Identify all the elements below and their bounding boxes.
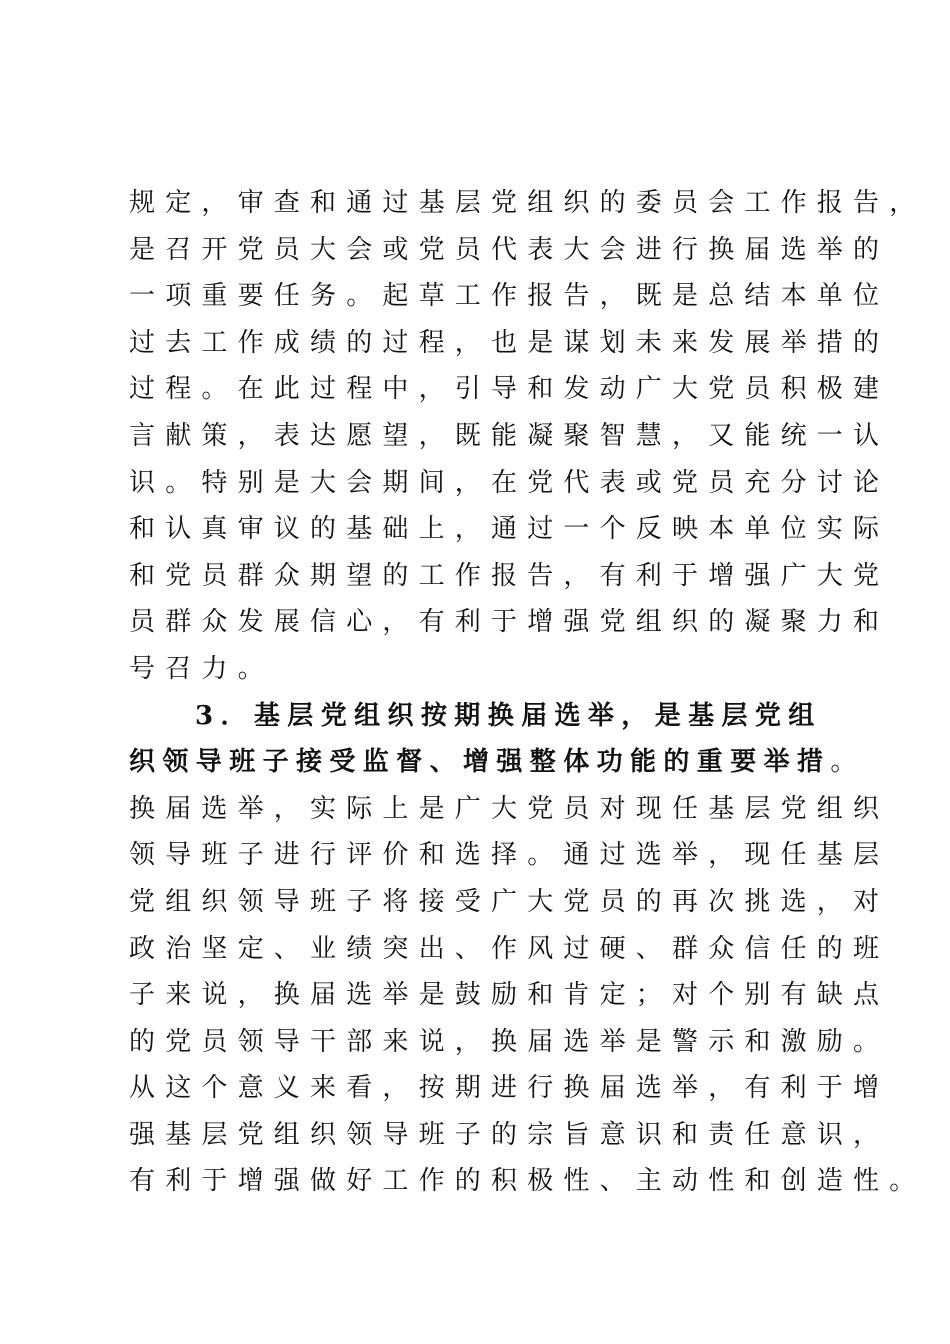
text-line: 和认真审议的基础上，通过一个反映本单位实际 [129, 514, 890, 545]
text-line: 党组织领导班子将接受广大党员的再次挑选，对 [129, 886, 890, 917]
text-line: 过去工作成绩的过程，也是谋划未来发展举措的 [129, 327, 890, 358]
section-heading-line-continued [129, 739, 867, 786]
text-line: 政治坚定、业绩突出、作风过硬、群众信任的班 [129, 933, 890, 964]
section-heading-bold-text: 织领导班子接受监督、增强整体功能的重要举措 [129, 747, 831, 778]
text-line: 识。特别是大会期间，在党代表或党员充分讨论 [129, 467, 890, 498]
text-line: 领导班子进行评价和选择。通过选举，现任基层 [129, 840, 890, 871]
text-line: 言献策，表达愿望，既能凝聚智慧，又能统一认 [129, 420, 890, 451]
text-line: 子来说，换届选举是鼓励和肯定；对个别有缺点 [129, 980, 890, 1011]
text-line: 从这个意义来看，按期进行换届选举，有利于增 [129, 1073, 890, 1104]
section-heading-end-punctuation: 。 [830, 747, 867, 778]
text-line: 员群众发展信心，有利于增强党组织的凝聚力和 [129, 607, 890, 638]
text-line: 换届选举，实际上是广大党员对现任基层党组织 [129, 793, 890, 824]
text-line: 号召力。 [129, 653, 274, 684]
text-line: 和党员群众期望的工作报告，有利于增强广大党 [129, 560, 890, 591]
section-heading-line: 3．基层党组织按期换届选举，是基层党组 [195, 700, 822, 731]
body-text [129, 180, 926, 1205]
text-line: 规定，审查和通过基层党组织的委员会工作报告， [129, 188, 926, 218]
text-line: 是召开党员大会或党员代表大会进行换届选举的 [129, 234, 890, 265]
text-line: 有利于增强做好工作的积极性、主动性和创造性。 [129, 1166, 926, 1197]
text-line: 的党员领导干部来说，换届选举是警示和激励。 [129, 1026, 890, 1057]
text-line: 一项重要任务。起草工作报告，既是总结本单位 [129, 281, 890, 312]
text-line: 过程。在此过程中，引导和发动广大党员积极建 [129, 374, 890, 405]
text-line: 强基层党组织领导班子的宗旨意识和责任意识， [129, 1119, 890, 1150]
